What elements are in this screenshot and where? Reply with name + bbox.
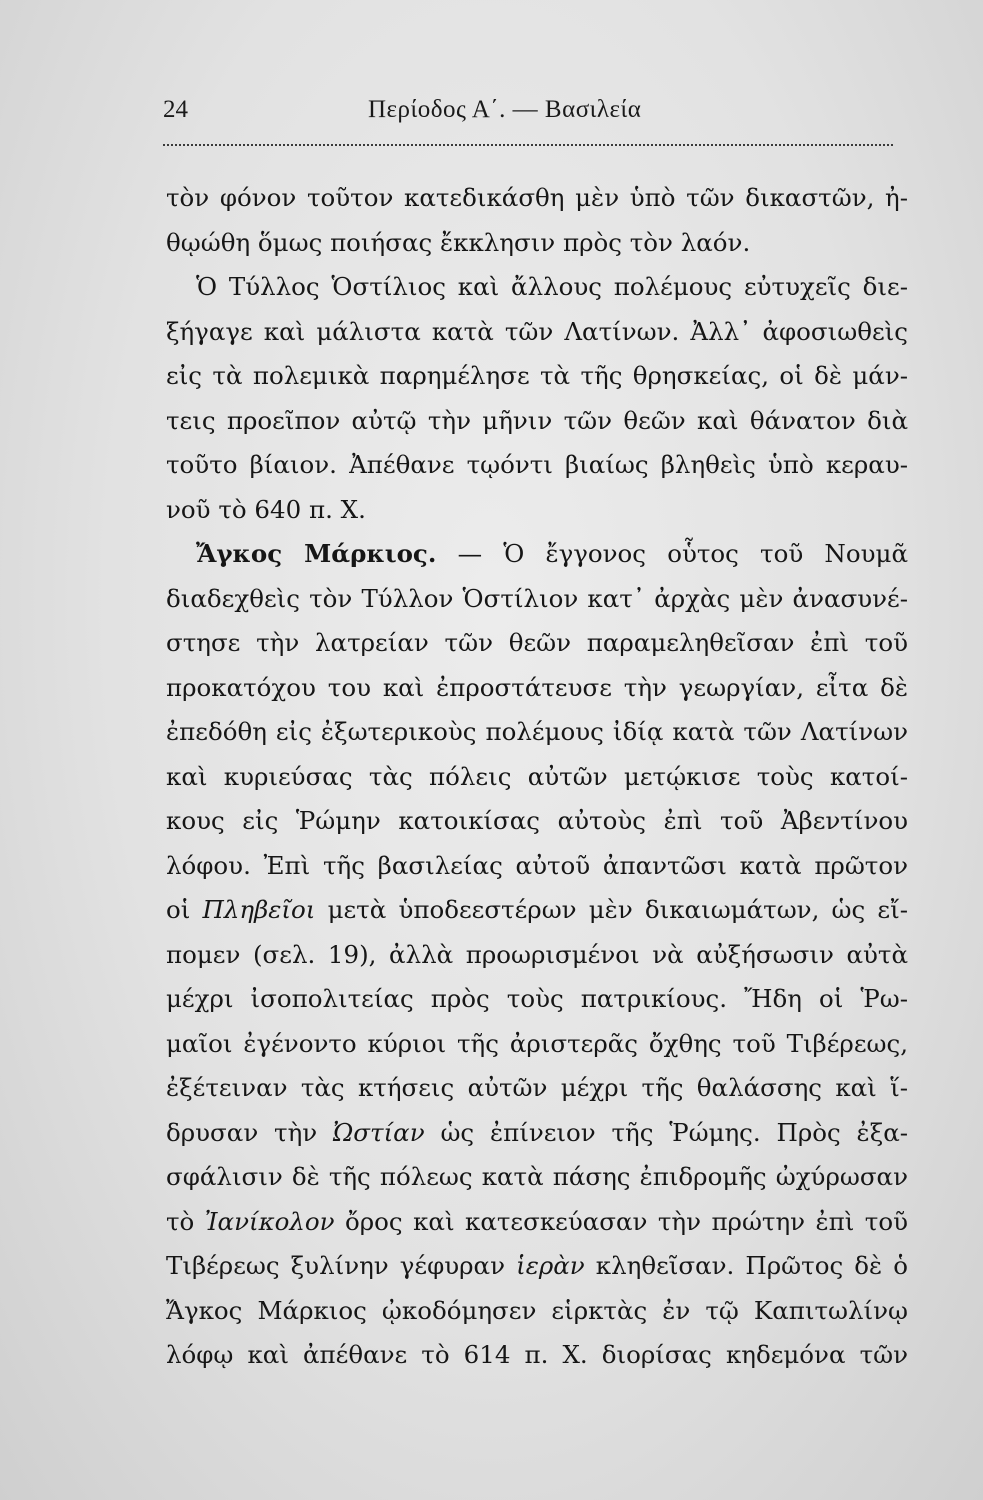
text-segment: κληθεῖσαν. Πρῶτος δὲ ὁ — [595, 1251, 908, 1280]
section-heading: Ἄγκος Μάρκιος. — [196, 539, 437, 568]
text-line: λόφῳ καὶ ἀπέθανε τὸ 614 π. Χ. διορίσας κηδεμόνα τῶν — [166, 1340, 908, 1369]
running-head: Περίοδος Α΄. — Βασιλεία — [368, 96, 642, 123]
text-line: στησε τὴν λατρείαν τῶν θεῶν παραμεληθεῖσαν ἐπὶ τοῦ — [166, 628, 908, 657]
text-line-with-italic — [166, 888, 908, 933]
text-line: πομεν (σελ. 19), ἀλλὰ προωρισμένοι νὰ αὐξήσωσιν αὐτὰ — [166, 939, 908, 969]
text-line: τοῦτο βίαιον. Ἀπέθανε τῳόντι βιαίως βληθεὶς ὑπὸ κεραυ- — [166, 450, 908, 479]
italic-term: Πληβεῖοι — [202, 895, 316, 924]
text-line: τεις προεῖπον αὐτῷ τὴν μῆνιν τῶν θεῶν καὶ θάνατον διὰ — [166, 405, 908, 435]
text-segment: τὸ — [166, 1206, 195, 1236]
text-line: προκατόχου του καὶ ἐπροστάτευσε τὴν γεωργίαν, εἶτα δὲ — [166, 672, 908, 702]
text-line: σφάλισιν δὲ τῆς πόλεως κατὰ πάσης ἐπιδρομῆς ὠχύρωσαν — [166, 1162, 908, 1191]
paragraph-start: Ὁ Τύλλος Ὁστίλιος καὶ ἄλλους πολέμους εὐτυχεῖς διε- — [196, 272, 908, 301]
italic-term: ἱερὰν — [516, 1251, 585, 1280]
text-line: κους εἰς Ῥώμην κατοικίσας αὐτοὺς ἐπὶ τοῦ Ἀβεντίνου — [166, 806, 908, 835]
text-line: Ἄγκος Μάρκιος ᾠκοδόμησεν εἱρκτὰς ἐν τῷ Καπιτωλίνῳ — [166, 1295, 908, 1325]
text-line-with-italic — [166, 1111, 908, 1156]
page-header — [163, 96, 895, 136]
text-line: διαδεχθεὶς τὸν Τύλλον Ὁστίλιον κατ᾽ ἀρχὰς μὲν ἀνασυνέ- — [166, 583, 908, 613]
text-line: νοῦ τὸ 640 π. Χ. — [166, 494, 366, 524]
text-line: ἐπεδόθη εἰς ἐξωτερικοὺς πολέμους ἰδίᾳ κατὰ τῶν Λατίνων — [166, 717, 908, 746]
text-line: τὸν φόνον τοῦτον κατεδικάσθη μὲν ὑπὸ τῶν δικαστῶν, ἠ- — [166, 183, 908, 212]
section-heading-continuation: — Ὁ ἔγγονος οὗτος τοῦ Νουμᾶ — [457, 539, 908, 568]
text-line: ἐξέτειναν τὰς κτήσεις αὐτῶν μέχρι τῆς θαλάσσης καὶ ἵ- — [166, 1073, 908, 1102]
header-rule — [163, 144, 893, 146]
text-line: μέχρι ἰσοπολιτείας πρὸς τοὺς πατρικίους. Ἤδη οἱ Ῥω- — [166, 984, 908, 1013]
body-text — [166, 176, 908, 1378]
italic-term: Ὠστίαν — [332, 1117, 425, 1147]
text-line: ξήγαγε καὶ μάλιστα κατὰ τῶν Λατίνων. Ἀλλ᾽ ἀφοσιωθεὶς — [166, 316, 908, 346]
text-segment: ὄρος καὶ κατεσκεύασαν τὴν πρώτην ἐπὶ τοῦ — [345, 1206, 908, 1236]
text-line: λόφου. Ἐπὶ τῆς βασιλείας αὐτοῦ ἀπαντῶσι κατὰ πρῶτον — [166, 850, 908, 880]
section-heading-line — [166, 532, 908, 577]
italic-term: Ἰανίκολον — [204, 1206, 335, 1236]
text-segment: οἱ — [166, 895, 191, 924]
text-segment: Τιβέρεως ξυλίνην γέφυραν — [166, 1251, 505, 1280]
text-line: εἰς τὰ πολεμικὰ παρημέλησε τὰ τῆς θρησκείας, οἱ δὲ μάν- — [166, 361, 908, 390]
text-segment: ὡς ἐπίνειον τῆς Ῥώμης. Πρὸς ἐξα- — [440, 1117, 909, 1147]
text-line-with-italic — [166, 1200, 908, 1245]
text-line-with-italic — [166, 1244, 908, 1289]
text-line: θῳώθη ὅμως ποιήσας ἔκκλησιν πρὸς τὸν λαόν. — [166, 227, 751, 257]
text-segment: μετὰ ὑποδεεστέρων μὲν δικαιωμάτων, ὡς εἴ- — [327, 895, 908, 924]
text-line: καὶ κυριεύσας τὰς πόλεις αὐτῶν μετῴκισε τοὺς κατοί- — [166, 761, 908, 791]
text-segment: δρυσαν τὴν — [166, 1117, 318, 1147]
text-line: μαῖοι ἐγένοντο κύριοι τῆς ἀριστερᾶς ὄχθης τοῦ Τιβέρεως, — [166, 1028, 908, 1058]
page-number: 24 — [163, 96, 188, 123]
